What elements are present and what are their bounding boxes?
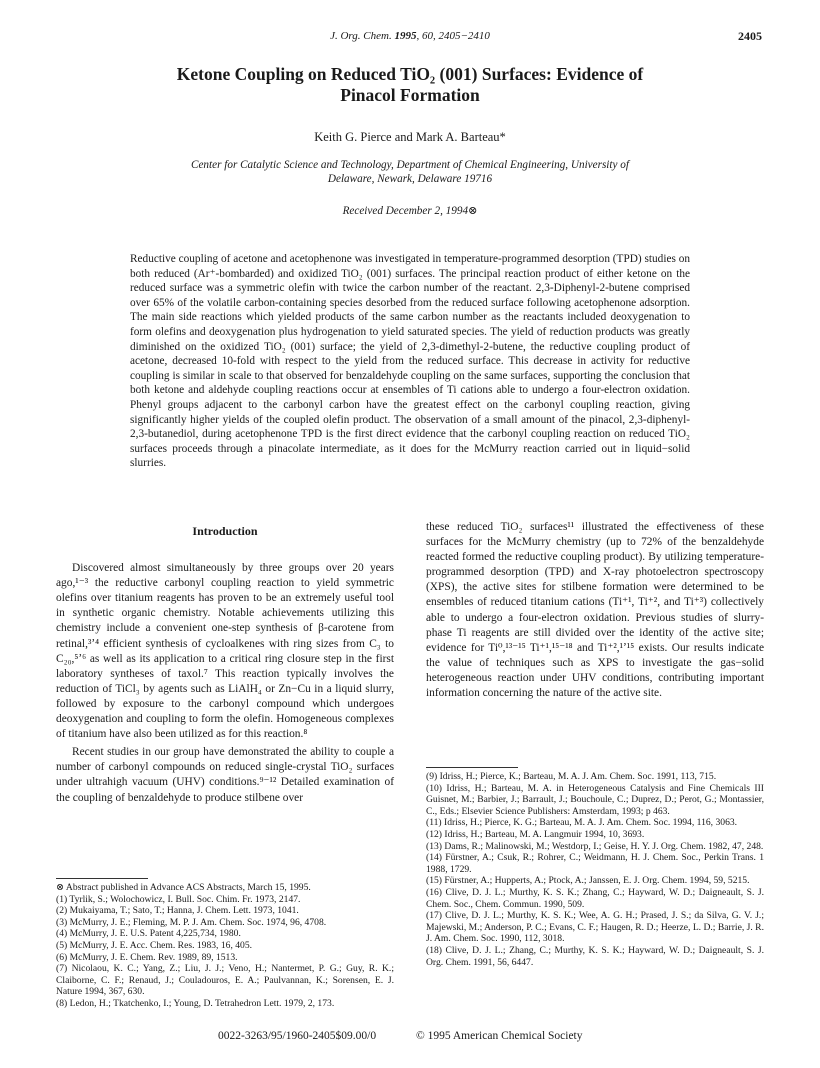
affiliation-line-1: Center for Catalytic Science and Technology, Department of Chemical Engineering, University of	[191, 159, 629, 171]
journal-pages: 2405−2410	[438, 30, 490, 42]
footnote: ⊗ Abstract published in Advance ACS Abstracts, March 15, 1995.	[56, 882, 311, 893]
article-title	[100, 64, 720, 106]
affiliation-line-2: Delaware, Newark, Delaware 19716	[327, 173, 493, 185]
footnote: (2) Mukaiyama, T.; Sato, T.; Hanna, J. Chem. Lett. 1973, 1041.	[56, 905, 299, 917]
intro-paragraph-3: these reduced TiO₂ surfaces¹¹ illustrated the effectiveness of these surfaces for the McMurry chemistry (up to 72% of the benzaldehyde reacted formed the reductive coupling product). By utilizing temperature-programmed desorption (TPD) and X-ray photoelectron spectroscopy (XPS), the active sites for stilbene formation were determined to be ensembles of reduced titanium cations (Ti⁺¹, Ti⁺², and Ti⁺³) collectively able to undergo a four-electron oxidation. Previous studies of slurry-phase Ti reagents are still divided over the identity of the active site; evidence for Ti⁰,¹³⁻¹⁵ Ti⁺¹,¹⁵⁻¹⁸ and Ti⁺²,¹ʼ¹⁵ exists. Our results indicate the value of techniques such as XPS to investigate the gas−solid heterogeneous reaction under UHV conditions, contributing important information concerning the nature of the active site.	[426, 521, 764, 700]
footnote: (18) Clive, D. J. L.; Zhang, C.; Murthy, K. S. K.; Hayward, W. D.; Daigneault, S. J. Org. Chem. 1991, 56, 6447.	[426, 944, 764, 968]
journal-name: J. Org. Chem.	[330, 30, 392, 42]
page-footer	[0, 1028, 820, 1044]
footnote: (5) McMurry, J. E. Acc. Chem. Res. 1983, 16, 405.	[56, 939, 253, 951]
footnote: (6) McMurry, J. E. Chem. Rev. 1989, 89, 1513.	[56, 951, 238, 963]
footnote: (12) Idriss, H.; Barteau, M. A. Langmuir 1994, 10, 3693.	[426, 828, 645, 840]
running-header	[0, 28, 820, 44]
footnote: (3) McMurry, J. E.; Fleming, M. P. J. Am. Chem. Soc. 1974, 96, 4708.	[56, 916, 327, 928]
right-column	[426, 520, 764, 701]
footnotes-left	[56, 882, 394, 1010]
footnote: (10) Idriss, H.; Barteau, M. A. in Heterogeneous Catalysis and Fine Chemicals III Guisnet, M.; Barbier, J.; Barrault, J.; Bouchoule, C.; Duprez, D.; Perot, G.; Montassier, C., Eds.; Elsevier Science Publishers: Amsterdam, 1993; p 463.	[426, 782, 764, 817]
journal-year: 1995	[394, 30, 417, 42]
footnote: (9) Idriss, H.; Pierce, K.; Barteau, M. A. J. Am. Chem. Soc. 1991, 113, 715.	[426, 771, 717, 782]
left-column	[56, 520, 394, 806]
footnote-divider-left	[56, 878, 148, 879]
footnote: (11) Idriss, H.; Pierce, K. G.; Barteau, M. A. J. Am. Chem. Soc. 1994, 116, 3063.	[426, 817, 738, 829]
authors: Keith G. Pierce and Mark A. Barteau*	[314, 130, 506, 144]
footnote: (13) Dams, R.; Malinowski, M.; Westdorp, I.; Geise, H. Y. J. Org. Chem. 1982, 47, 248.	[426, 840, 764, 852]
footnote: (1) Tyrlik, S.; Wolochowicz, I. Bull. Soc. Chim. Fr. 1973, 2147.	[56, 893, 301, 905]
footnote: (8) Ledon, H.; Tkatchenko, I.; Young, D. Tetrahedron Lett. 1979, 2, 173.	[56, 997, 335, 1009]
title-line-1: Ketone Coupling on Reduced TiO₂ (001) Surfaces: Evidence of	[176, 64, 644, 84]
received-date: Received December 2, 1994⊗	[342, 205, 478, 217]
footnote-divider-right	[426, 767, 518, 768]
journal-volume: 60,	[421, 30, 436, 42]
affiliation	[130, 158, 690, 186]
footnote: (17) Clive, D. J. L.; Murthy, K. S. K.; Wee, A. G. H.; Prased, J. S.; da Silva, G. V. J.; Majewski, M.; Anderson, P. C.; Evans, C. F.; Haugen, R. D.; Heerze, L. D.; Barrie, J. R. J. Am. Chem. Soc. 1990, 112, 3018.	[426, 910, 764, 945]
page-number: 2405	[738, 29, 762, 43]
footnotes-right	[426, 771, 764, 968]
footnote: (14) Fürstner, A.; Csuk, R.; Rohrer, C.; Weidmann, H. J. Chem. Soc., Perkin Trans. 1 1988, 1729.	[426, 852, 764, 875]
intro-paragraph-1: Discovered almost simultaneously by three groups over 20 years ago,¹⁻³ the reductive carbonyl coupling reaction to yield symmetric olefins over titanium reagents has proven to be an extremely useful tool in synthetic organic chemistry. Notable achievements utilizing this chemistry include a convenient one-step synthesis of β-carotene from retinal,³ʼ⁴ efficient synthesis of cycloalkenes with ring sizes from C₃ to C₂₀,⁵ʼ⁶ as well as its application to a critical ring closure step in the first laboratory syntheses of taxol.⁷ This reaction typically involves the reduction of TiCl₃ by agents such as LiAlH₄ or Zn−Cu in a liquid slurry, followed by exposure to the carbonyl compound which undergoes deoxygenation and coupling to form the olefin. Homogeneous complexes of titanium have also been utilized as for this reaction.⁸	[56, 562, 394, 741]
footnote: (15) Fürstner, A.; Hupperts, A.; Ptock, A.; Janssen, E. J. Org. Chem. 1994, 59, 5215.	[426, 875, 750, 887]
footnote: (7) Nicolaou, K. C.; Yang, Z.; Liu, J. J.; Veno, H.; Nantermet, P. G.; Guy, R. K.; Claiborne, C. F.; Renaud, J.; Couladouros, E. A.; Paulvannan, K.; Sorensen, E. J. Nature 1994, 367, 630.	[56, 963, 394, 998]
introduction-heading: Introduction	[192, 524, 258, 538]
footnote: (16) Clive, D. J. L.; Murthy, K. S. K.; Zhang, C.; Hayward, W. D.; Daigneault, S. J. Chem. Soc., Chem. Commun. 1990, 509.	[426, 886, 764, 910]
footnote: (4) McMurry, J. E. U.S. Patent 4,225,734, 1980.	[56, 928, 241, 940]
intro-paragraph-2: Recent studies in our group have demonstrated the ability to couple a number of carbonyl compounds on reduced single-crystal TiO₂ surfaces under ultrahigh vacuum (UHV) conditions.⁹⁻¹² Detailed examination of the coupling of benzaldehyde to produce stilbene over	[56, 746, 394, 804]
journal-citation: J. Org. Chem. 1995, 60, 2405−2410	[330, 30, 490, 42]
article-code: 0022-3263/95/1960-2405$09.00/0	[218, 1030, 377, 1042]
abstract: Reductive coupling of acetone and acetophenone was investigated in temperature-programmed desorption (TPD) studies on both reduced (Ar⁺-bombarded) and oxidized TiO₂ (001) surfaces. The principal reaction product of either ketone on the reduced surface was a symmetric olefin with twice the carbon number of the reactant. 2,3-Diphenyl-2-butene comprised over 65% of the volatile carbon-containing species desorbed from the reduced surface following acetophenone adsorption. The main side reactions which yielded products of the same carbon number as the reactants included deoxygenation to form olefins and deoxygenation plus hydrogenation to yield saturated species. The yield of reduction products was greatly diminished on the oxidized TiO₂ (001) surface; the yield of 2,3-dimethyl-2-butene, the reductive coupling product of acetone, decreased 10-fold with respect to the yield from the reduced surface. This decrease in activity for reductive coupling is similar in scale to that observed for benzaldehyde coupling on the same surfaces, supporting the conclusion that both ketone and aldehyde coupling reactions occur at ensembles of Ti cations able to undergo a four-electron oxidation. Phenyl groups adjacent to the carbonyl carbon have the greatest effect on the carbonyl coupling reaction, giving significantly higher yields of the coupled olefin product. The observation of a small amount of the pinacol, 2,3-diphenyl-2,3-butanediol, during acetophenone TPD is the first direct evidence that the carbonyl coupling reaction on reduced TiO₂ surfaces proceeds through a pinacolate intermediate, as it does for the McMurry reaction carried out in liquid−solid slurries.	[130, 253, 690, 470]
copyright: © 1995 American Chemical Society	[416, 1030, 583, 1042]
title-line-2: Pinacol Formation	[340, 85, 480, 105]
